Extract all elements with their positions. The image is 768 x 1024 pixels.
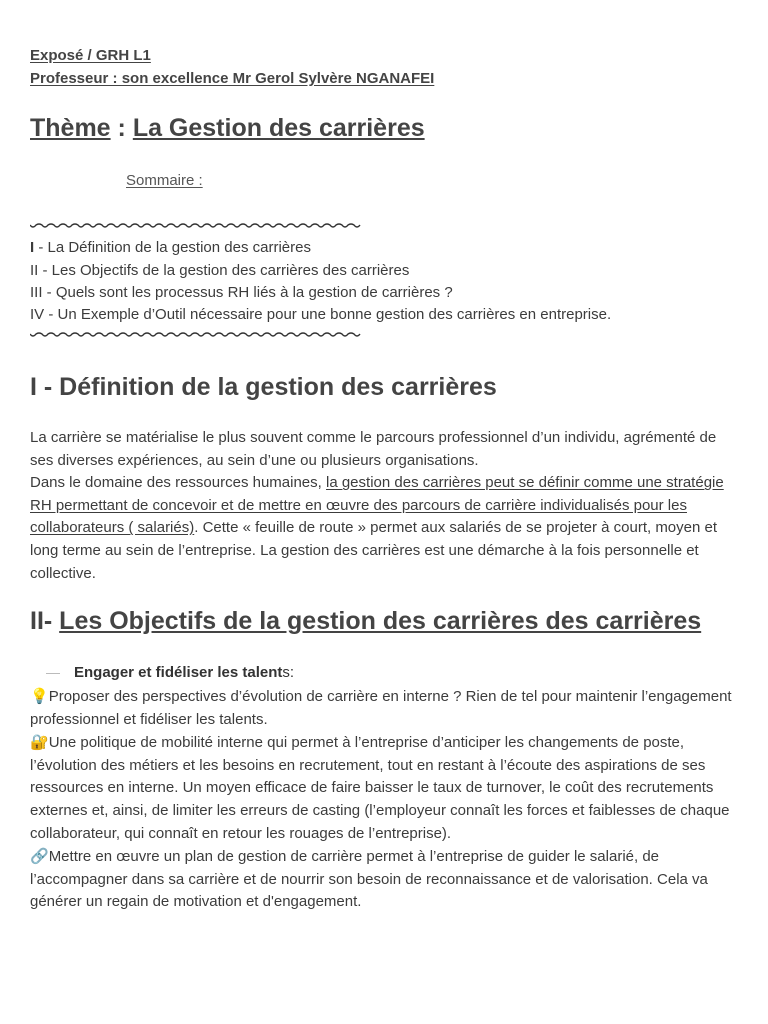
objective-text: Une politique de mobilité interne qui permet à l’entreprise d’anticiper les changements de poste, l’évolution des métiers et les besoins en recrutement, tout en restant à l’écoute des aspirations de ses ressources en interne. Un moyen efficace de faire baisser le taux de turnover, le coût des recrutements externes et, ainsi, de limiter les erreurs de casting (l’employeur connaît les forces et faiblesses de chaque collaborateur, qui connaît en retour les rouages de l’entreprise).	[30, 734, 730, 842]
objective-item	[30, 685, 742, 731]
objective-item	[30, 731, 742, 845]
summary-item-1-text: - La Définition de la gestion des carrières	[34, 239, 311, 256]
lock-key-icon: 🔐	[30, 733, 49, 752]
summary-item-2: II - Les Objectifs de la gestion des carrières des carrières	[30, 262, 410, 279]
bullet-bold-text: Engager et fidéliser les talent	[74, 664, 283, 681]
summary-item-1	[30, 239, 311, 256]
p2-intro: Dans le domaine des ressources humaines,	[30, 474, 326, 492]
section-2-prefix: II-	[30, 607, 60, 635]
p2-rest: . Cette « feuille de route » permet aux salariés de se projeter à court, moyen et long terme au sein de l’entreprise. La gestion des carrières est une démarche à la fois personnelle et collective.	[30, 519, 718, 582]
section-1-body	[30, 427, 742, 585]
section-2-body	[30, 685, 742, 914]
theme-label: Thème	[30, 114, 111, 142]
summary-label: Sommaire :	[126, 172, 203, 189]
p2-definition: la gestion des carrières peut se définir comme une stratégie RH permettant de concevoir et de mettre en œuvre des parcours de carrière individualisés pour les collaborateurs ( salariés)	[30, 474, 724, 537]
section-1-paragraph-1: La carrière se matérialise le plus souvent comme le parcours professionnel d’un individu, agrémenté de ses diverses expériences, au sein d’une ou plusieurs organisations.	[30, 429, 717, 469]
course-title: Exposé / GRH L1	[30, 47, 151, 64]
bullet-engage-talents	[30, 664, 294, 681]
professor-line: Professeur : son excellence Mr Gerol Sylvère NGANAFEI	[30, 70, 435, 87]
theme-heading	[30, 114, 425, 143]
wavy-divider-top	[30, 221, 362, 231]
wavy-divider-bottom	[30, 330, 362, 340]
objective-text: Proposer des perspectives d’évolution de carrière en interne ? Rien de tel pour maintenir l’engagement professionnel et fidéliser les talents.	[30, 688, 732, 728]
objective-text: Mettre en œuvre un plan de gestion de carrière permet à l’entreprise de guider le salarié, de l’accompagner dans sa carrière et de nourrir son besoin de reconnaissance et de valorisation. Cela va générer un regain de motivation et d'engagement.	[30, 848, 708, 911]
section-1-heading: I - Définition de la gestion des carrières	[30, 373, 497, 401]
theme-title: La Gestion des carrières	[132, 114, 425, 142]
section-1-paragraph-2	[30, 472, 742, 585]
section-2-heading	[30, 607, 701, 636]
lightbulb-icon: 💡	[30, 687, 49, 705]
objective-item	[30, 845, 742, 914]
link-icon: 🔗	[30, 847, 49, 866]
summary-item-4: IV - Un Exemple d’Outil nécessaire pour une bonne gestion des carrières en entreprise.	[30, 306, 612, 323]
section-2-title: Les Objectifs de la gestion des carrières des carrières	[59, 607, 702, 635]
summary-item-3: III - Quels sont les processus RH liés à la gestion de carrières ?	[30, 284, 453, 301]
summary-item-1-number: I	[30, 239, 35, 256]
dash-bullet-icon	[46, 673, 60, 674]
bullet-rest-text: s:	[282, 664, 295, 681]
theme-separator: :	[110, 114, 133, 142]
